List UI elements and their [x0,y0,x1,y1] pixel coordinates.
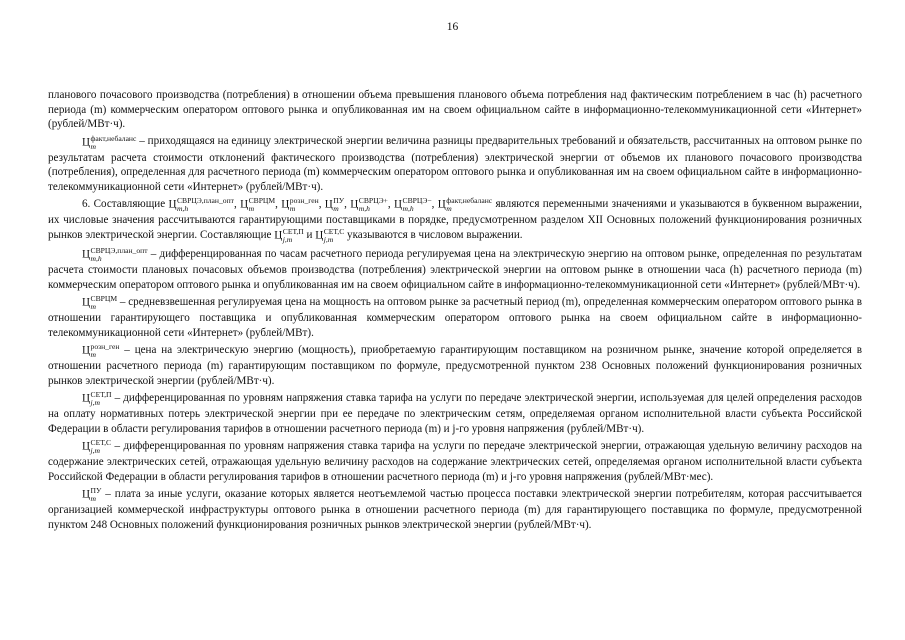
document-body [48,88,862,535]
text-run: 6. Составляющие [82,197,169,210]
symbol-subscript: m [248,204,255,214]
symbol-superscript: СВРЦЭ,план_опт [90,246,148,256]
paragraph [48,247,862,293]
text-run: , [431,197,438,210]
symbol-superscript: факт,небаланс [446,196,493,206]
text-run: планового почасового производства (потребления) в отношении объема превышения планового объема потребления над фактическим потреблением в час (h) расчетного периода (m) коммерческим оператором оптового рынка и опубликованная им на своем официальном сайте в информационно-телекоммуникационной сети «Интернет» (рублей/МВт·ч). [48,89,862,131]
text-run: и [303,228,316,241]
text-run: , [233,197,241,210]
symbol-base: Ц [315,229,324,242]
symbol-base: Ц [281,198,290,211]
symbol-subscript: m,h [176,204,189,214]
symbol-subscript: m [90,302,96,312]
symbol-subscript: j,m [90,398,101,408]
symbol-superscript: СВРЦМ [90,294,118,304]
text-run: , [387,197,395,210]
text-run: , [344,197,351,210]
symbol-superscript: СВРЦЭ− [402,196,432,206]
symbol-superscript: СЕТ,П [90,390,112,400]
formula-symbol [274,228,303,244]
formula-symbol [82,343,119,359]
formula-symbol [394,197,432,213]
symbol-base: Ц [324,198,333,211]
symbol-base: Ц [82,136,91,149]
symbol-superscript: ПУ [333,196,345,206]
text-run: – плата за иные услуги, оказание которых является неотъемлемой частью процесса поставки электрической энергии потребителям, которая рассчитывается организацией коммерческой инфраструктуры оптового рынка в отношении расчетного периода (m) для гарантирующего поставщика по формуле, предусмотренной пунктом 248 Основных положений функционирования розничных рынков электрической энергии (рублей/МВт·ч). [48,487,862,531]
symbol-superscript: розн_ген [90,342,120,352]
symbol-base: Ц [82,296,91,309]
text-run: – приходящаяся на единицу электрической энергии величина разницы предварительных требований и обязательств, рассчитанных на оптовом рынке по результатам расчета стоимости отклонений фактического производства (потребления) электрической энергии от объемов их планового почасового производства (потребления), определенная для расчетного периода (m) коммерческим оператором оптового рынка и опубликованная им на своем официальном сайте в информационно-телекоммуникационной сети «Интернет» (рублей/МВт·ч). [48,135,862,193]
formula-symbol [82,135,136,151]
symbol-subscript: m,h [402,204,414,214]
symbol-superscript: СЕТ,П [282,227,304,237]
symbol-superscript: факт,небаланс [90,133,137,143]
symbol-base: Ц [82,488,91,501]
formula-symbol [82,439,111,455]
symbol-subscript: m,h [90,254,102,264]
symbol-superscript: СЕТ,С [323,227,345,237]
text-run: указываются в числовом выражении. [344,228,523,241]
text-run: , [318,197,325,210]
text-run: , [275,197,282,210]
symbol-base: Ц [82,344,91,357]
paragraph [48,487,862,533]
symbol-superscript: СВРЦМ [248,196,276,206]
formula-symbol [240,197,275,213]
symbol-superscript: ПУ [90,486,102,496]
symbol-subscript: m [90,494,96,504]
symbol-subscript: j,m [282,235,293,245]
text-run: – дифференцированная по уровням напряжения ставка тарифа на услуги по передаче электрической энергии, отражающая удельную величину расходов на содержание электрических сетей, отражающая удельную величину расходов на содержание электрических сетей, определяемая органом исполнительной власти субъекта Российской Федерации в области регулирования тарифов в отношении расчетного периода (m) и j-го уровня напряжения (рублей/МВт·мес). [48,439,862,483]
page-number: 16 [446,21,459,33]
paragraph [48,88,862,132]
text-run: являются переменными значениями и указываются в буквенном выражении, их числовые значения рассчитываются гарантирующими поставщиками в порядке, предусмотренном разделом XII Основных положений функционирования розничных рынков электрической энергии. Составляющие [48,197,863,241]
symbol-base: Ц [274,229,283,242]
formula-symbol [82,391,111,407]
formula-symbol [82,247,148,263]
symbol-subscript: m [446,204,452,214]
text-run: – цена на электрическую энергию (мощность), приобретаемую гарантирующим поставщиком на розничном рынке, значение которой определяется в отношении расчетного периода (m) гарантирующим поставщиком по формуле, предусмотренной пунктом 238 Основных положений функционирования розничных рынков электрической энергии (рублей/МВт·ч). [48,343,862,387]
formula-symbol [350,197,388,213]
symbol-superscript: розн_ген [289,196,319,206]
symbol-superscript: СЕТ,С [90,438,112,448]
symbol-subscript: m [289,204,296,214]
symbol-base: Ц [82,440,91,453]
formula-symbol [438,197,492,213]
paragraph [48,343,862,389]
symbol-superscript: СВРЦЭ,план_опт [176,196,234,206]
symbol-base: Ц [82,392,91,405]
symbol-subscript: m [90,141,96,151]
symbol-base: Ц [437,198,446,211]
paragraph [48,439,862,485]
symbol-subscript: j,m [323,235,334,245]
symbol-subscript: m [90,350,96,360]
formula-symbol [315,228,344,244]
symbol-base: Ц [240,198,249,211]
symbol-base: Ц [168,198,177,211]
paragraph [48,134,862,194]
symbol-subscript: m,h [358,204,370,214]
paragraph [48,197,862,245]
formula-symbol [82,487,101,503]
symbol-base: Ц [350,198,359,211]
text-run: – средневзвешенная регулируемая цена на мощность на оптовом рынке за расчетный период (m), определенная коммерческим оператором оптового рынка в отношении гарантирующего поставщика и опубликованная коммерческим оператором оптового рынка на своем официальном сайте в информационно-телекоммуникационной сети «Интернет» (рублей/МВт). [48,295,862,339]
formula-symbol [281,197,318,213]
text-run: – дифференцированная по уровням напряжения ставка тарифа на услуги по передаче электрической энергии, используемая для целей определения расходов на оплату нормативных потерь электрической энергии при ее передаче по электрическим сетям, определяемая органом исполнительной власти субъекта Российской Федерации в области регулирования тарифов в отношении расчетного периода (m) и j-го уровня напряжения (рублей/МВт·ч). [48,391,862,435]
text-run: – дифференцированная по часам расчетного периода регулируемая цена на электрическую энергию на оптовом рынке, определенная по результатам расчета стоимости плановых почасовых объемов производства (потребления) электрической энергии на оптовом рынке в отношении часа (h) расчетного периода (m) коммерческим оператором оптового рынка и опубликованная им на своем официальном сайте в информационно-телекоммуникационной сети «Интернет» (рублей/МВт·ч). [48,247,862,291]
formula-symbol [82,295,117,311]
paragraph [48,295,862,341]
symbol-base: Ц [82,248,91,261]
symbol-superscript: СВРЦЭ+ [358,196,388,206]
symbol-subscript: m [333,204,339,214]
symbol-base: Ц [394,198,403,211]
formula-symbol [168,197,234,213]
formula-symbol [325,197,344,213]
symbol-subscript: j,m [90,446,101,456]
paragraph [48,391,862,437]
